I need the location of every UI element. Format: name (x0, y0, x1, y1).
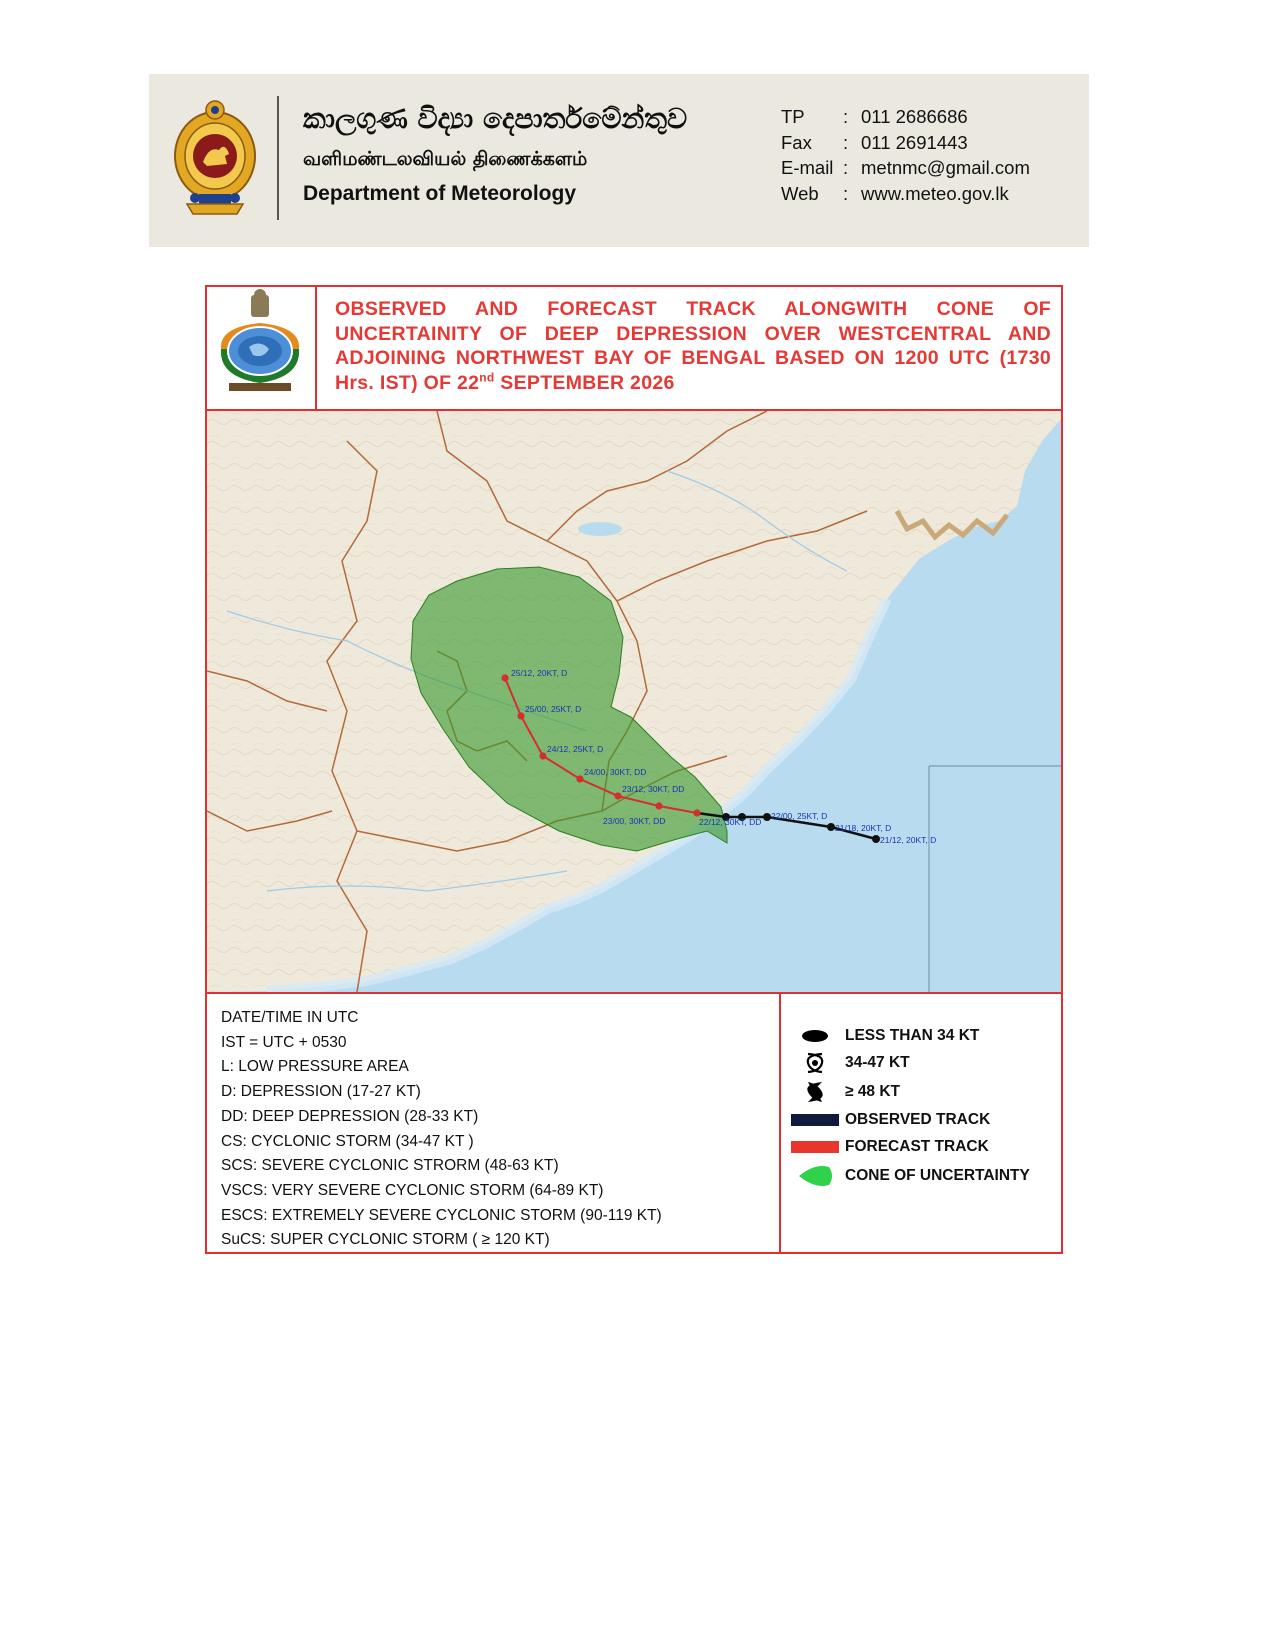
legend-34-47: 34-47 KT (789, 1051, 910, 1075)
legend-datetime: DATE/TIME IN UTC (221, 1009, 359, 1026)
contact-email: E-mail : metnmc@gmail.com (781, 157, 1030, 178)
legend-observed-track: OBSERVED TRACK (789, 1108, 990, 1132)
track-point-label: 21/18, 20KT, D (835, 823, 892, 833)
legend-dd: DD: DEEP DEPRESSION (28-33 KT) (221, 1107, 479, 1125)
imd-logo (207, 287, 317, 409)
track-point-label: 24/00, 30KT, DD (584, 767, 647, 777)
department-name-english: Department of Meteorology (303, 182, 577, 205)
observed-track-swatch (790, 1112, 840, 1128)
cyclone-bulletin (205, 285, 1063, 1254)
letterhead-divider (277, 96, 279, 220)
legend-d: D: DEPRESSION (17-27 KT) (221, 1083, 421, 1101)
track-point-forecast (539, 752, 546, 759)
contact-web: Web : www.meteo.gov.lk (781, 182, 1009, 204)
letterhead (149, 74, 1089, 247)
track-point-label: 25/12, 20KT, D (511, 668, 568, 678)
contact-details (781, 104, 1030, 206)
cyclone-open-icon (800, 1051, 830, 1075)
track-point-observed (827, 823, 835, 831)
legend-48-plus: ≥ 48 KT (789, 1080, 900, 1104)
track-point-label: 23/00, 30KT, DD (603, 816, 666, 826)
department-name-tamil: வளிமண்டலவியல் திணைக்களம் (303, 148, 588, 170)
cone-swatch (795, 1165, 835, 1187)
title-superscript: nd (479, 370, 495, 384)
legend-cone: CONE OF UNCERTAINTY (789, 1164, 1030, 1188)
department-name-sinhala: කාලගුණ විද්‍යා දෙපාර්තමේන්තුව (303, 102, 688, 135)
track-point-forecast (517, 712, 524, 719)
forecast-track-swatch (790, 1139, 840, 1155)
legend-sucs: SuCS: SUPER CYCLONIC STORM ( ≥ 120 KT) (221, 1231, 550, 1249)
track-point-observed (872, 835, 880, 843)
legend-less-than-34: LESS THAN 34 KT (789, 1024, 979, 1048)
legend-scs: SCS: SEVERE CYCLONIC STRORM (48-63 KT) (221, 1157, 559, 1175)
track-point-label: 22/12, 30KT, DD (699, 817, 762, 827)
lake (578, 522, 622, 536)
contact-fax: Fax : 011 2691443 (781, 131, 968, 153)
cyclone-filled-icon (800, 1080, 830, 1104)
bulletin-title: OBSERVED AND FORECAST TRACK ALONGWITH CONE OF UNCERTAINITY OF DEEP DEPRESSION OVER WESTCENTRAL AND ADJOINING NORTHWEST BAY OF BENGAL BASED ON 1200 UTC (1730 Hrs. IST) OF 22nd SEPTEMBER 2026 (335, 298, 1051, 394)
small-dot-icon (800, 1028, 830, 1044)
legend-cs: CS: CYCLONIC STORM (34-47 KT ) (221, 1132, 474, 1150)
track-point-label: 24/12, 25KT, D (547, 744, 604, 754)
track-point-label: 25/00, 25KT, D (525, 704, 582, 714)
track-map (207, 409, 1061, 994)
track-point-forecast (614, 792, 621, 799)
track-point-label: 23/12, 30KT, DD (622, 784, 685, 794)
legend-escs: ESCS: EXTREMELY SEVERE CYCLONIC STORM (90-119 KT) (221, 1206, 662, 1224)
track-point-label: 21/12, 20KT, D (880, 835, 937, 845)
track-point-forecast (655, 802, 662, 809)
track-point-forecast (693, 809, 700, 816)
track-map-canvas (207, 411, 1061, 992)
track-point-forecast (576, 775, 583, 782)
track-point-label: 22/00, 25KT, D (771, 811, 828, 821)
legend-low: L: LOW PRESSURE AREA (221, 1058, 409, 1076)
imd-emblem-icon (207, 287, 313, 405)
legend-vscs: VSCS: VERY SEVERE CYCLONIC STORM (64-89 KT) (221, 1181, 604, 1199)
legend-ist: IST = UTC + 0530 (221, 1033, 347, 1051)
track-point-forecast (501, 674, 508, 681)
abbreviation-legend (207, 994, 781, 1252)
track-point-observed (763, 813, 771, 821)
sri-lanka-emblem-icon (173, 98, 257, 216)
symbol-legend (781, 994, 1061, 1252)
legend-forecast-track: FORECAST TRACK (789, 1135, 989, 1159)
contact-phone: TP : 011 2686686 (781, 106, 968, 127)
